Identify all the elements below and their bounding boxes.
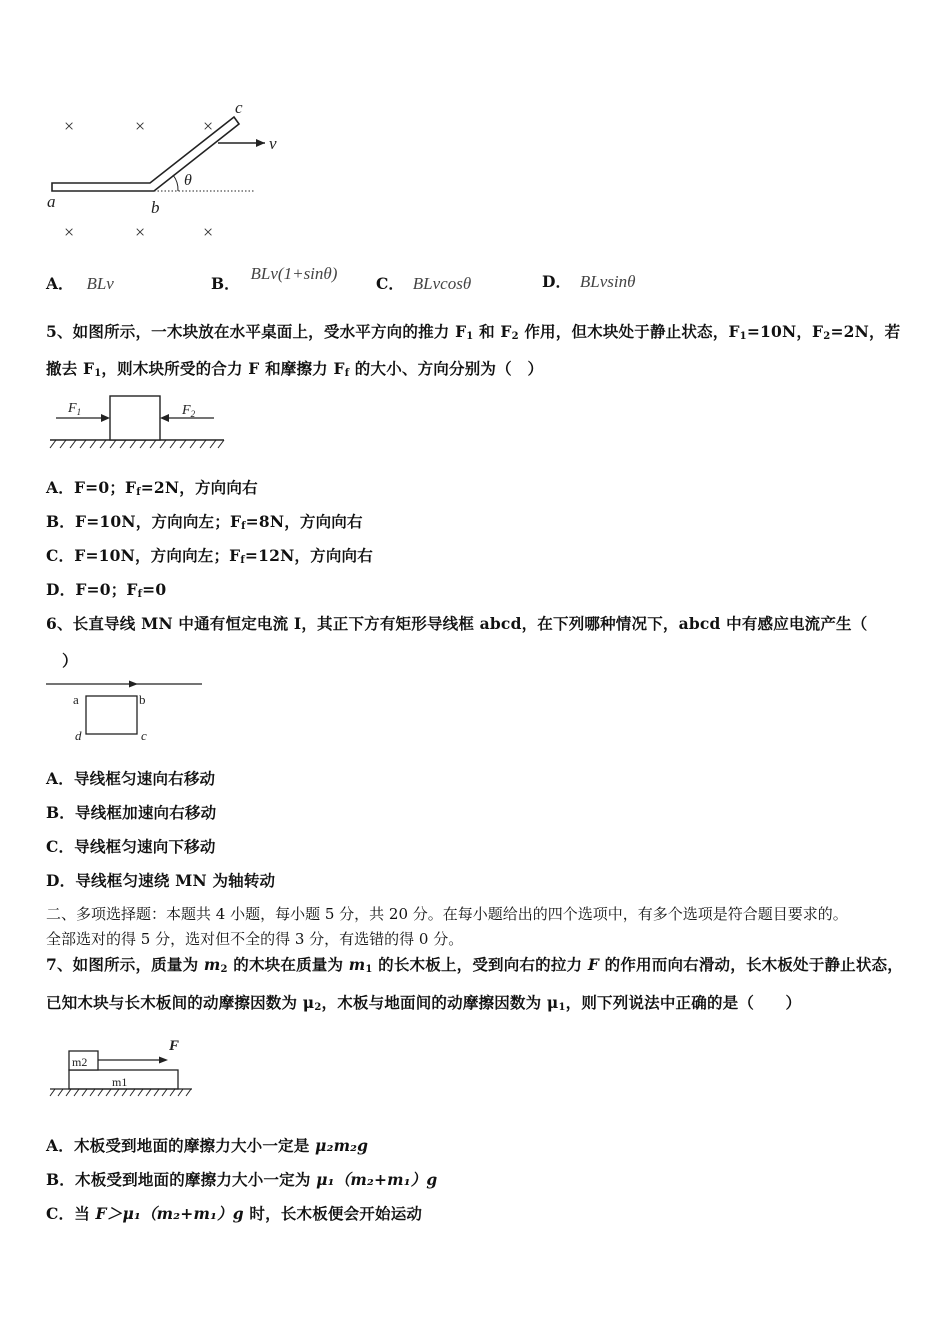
ground-hatch bbox=[50, 440, 224, 448]
label-d: d bbox=[75, 728, 82, 743]
section2-instructions-line2: 全部选对的得 5 分，选对但不全的得 3 分，有选错的得 0 分。 bbox=[46, 930, 464, 948]
section2-instructions-line1: 二、多项选择题：本题共 4 小题，每小题 5 分，共 20 分。在每小题给出的四个选项中，有多个选项是符合题目要求的。 bbox=[46, 905, 848, 923]
option-expr: BLvcosθ bbox=[412, 274, 472, 293]
wood-block bbox=[110, 396, 160, 440]
cross-mark: × bbox=[203, 116, 214, 136]
label-theta: θ bbox=[184, 172, 192, 189]
force-f2-arrowhead bbox=[160, 414, 169, 422]
option-expr: BLvsinθ bbox=[579, 272, 636, 291]
option-expr: BLv bbox=[86, 274, 114, 293]
q7-option-a[interactable]: A．木板受到地面的摩擦力大小一定是 μ₂m₂g bbox=[46, 1136, 369, 1155]
option-letter: C． bbox=[376, 274, 404, 293]
q7-option-c[interactable]: C．当 F＞μ₁（m₂+m₁）g 时，长木板便会开始运动 bbox=[46, 1204, 423, 1223]
label-c: c bbox=[141, 728, 147, 743]
q5-option-b[interactable]: B．F=10N，方向向左；$F_f=8N$，方向向右 bbox=[46, 512, 363, 532]
current-arrowhead bbox=[129, 681, 138, 688]
q7-stem-line1: 7、如图所示，质量为 $m_2$ 的木块在质量为 $m_1$ 的长木板上，受到向右的拉力 F 的作用而向右滑动，长木板处于静止状态， bbox=[46, 955, 903, 975]
velocity-arrowhead bbox=[256, 139, 265, 147]
q7-stem-line2: 已知木块与长木板间的动摩擦因数为 $\mu_2$，木板与地面间的动摩擦因数为 $\mu_1$，则下列说法中正确的是（ ） bbox=[46, 993, 802, 1013]
q5-option-d[interactable]: D．F=0；$F_f=0$ bbox=[46, 580, 167, 600]
q6-stem-line2: ） bbox=[62, 651, 78, 670]
q6-option-a[interactable]: A．导线框匀速向右移动 bbox=[46, 769, 216, 788]
cross-mark: × bbox=[135, 222, 146, 242]
pull-force-arrowhead bbox=[159, 1057, 168, 1064]
label-m2: m2 bbox=[72, 1055, 88, 1069]
label-b: b bbox=[151, 198, 160, 217]
q6-figure bbox=[44, 676, 209, 748]
cross-mark: × bbox=[64, 116, 75, 136]
q7-option-b[interactable]: B．木板受到地面的摩擦力大小一定为 μ₁（m₂+m₁）g bbox=[46, 1170, 438, 1189]
label-b: b bbox=[139, 692, 146, 707]
q5-option-c[interactable]: C．F=10N，方向向左；$F_f=12N$，方向向右 bbox=[46, 546, 373, 566]
q6-stem-line1: 6、长直导线 MN 中通有恒定电流 I，其正下方有矩形导线框 abcd，在下列哪种情况下，abcd 中有感应电流产生（ bbox=[46, 614, 868, 633]
cross-mark: × bbox=[203, 222, 214, 242]
label-f1: $F_1$ bbox=[68, 401, 82, 417]
ground-hatch bbox=[50, 1089, 191, 1096]
label-m1: m1 bbox=[112, 1075, 128, 1089]
option-letter: D． bbox=[542, 272, 571, 291]
option-letter: B． bbox=[211, 274, 240, 293]
q4-figure bbox=[40, 95, 300, 255]
option-expr: BLv(1+sinθ) bbox=[250, 264, 338, 283]
label-v: v bbox=[269, 134, 277, 153]
theta-arc bbox=[173, 175, 178, 191]
q6-option-d[interactable]: D．导线框匀速绕 MN 为轴转动 bbox=[46, 871, 276, 890]
q4-option-a[interactable] bbox=[46, 272, 114, 294]
label-a: a bbox=[73, 692, 79, 707]
rectangular-loop bbox=[86, 696, 137, 734]
cross-mark: × bbox=[135, 116, 146, 136]
q7-figure bbox=[46, 1032, 196, 1104]
q5-figure bbox=[48, 392, 228, 454]
cross-mark: × bbox=[64, 222, 75, 242]
label-f2: $F_2$ bbox=[182, 403, 196, 419]
label-f: F bbox=[169, 1038, 180, 1054]
q4-option-b[interactable] bbox=[211, 262, 338, 293]
q5-stem-line2: 撤去 $F_1$，则木块所受的合力 F 和摩擦力 $F_f$ 的大小、方向分别为（ ） bbox=[46, 359, 544, 379]
q6-option-b[interactable]: B．导线框加速向右移动 bbox=[46, 803, 217, 822]
q6-option-c[interactable]: C．导线框匀速向下移动 bbox=[46, 837, 216, 856]
q4-option-d[interactable] bbox=[542, 270, 635, 292]
q5-option-a[interactable]: A．F=0；$F_f=2N$，方向向右 bbox=[46, 478, 258, 498]
force-f1-arrowhead bbox=[101, 414, 110, 422]
q5-stem-line1: 5、如图所示，一木块放在水平桌面上，受水平方向的推力 $F_1$ 和 $F_2$ 作用，但木块处于静止状态，$F_1=10N$，$F_2=2N$，若 bbox=[46, 322, 901, 342]
q4-option-c[interactable] bbox=[376, 272, 471, 294]
label-c: c bbox=[235, 98, 243, 117]
option-letter: A． bbox=[46, 274, 74, 293]
label-a: a bbox=[47, 192, 56, 211]
